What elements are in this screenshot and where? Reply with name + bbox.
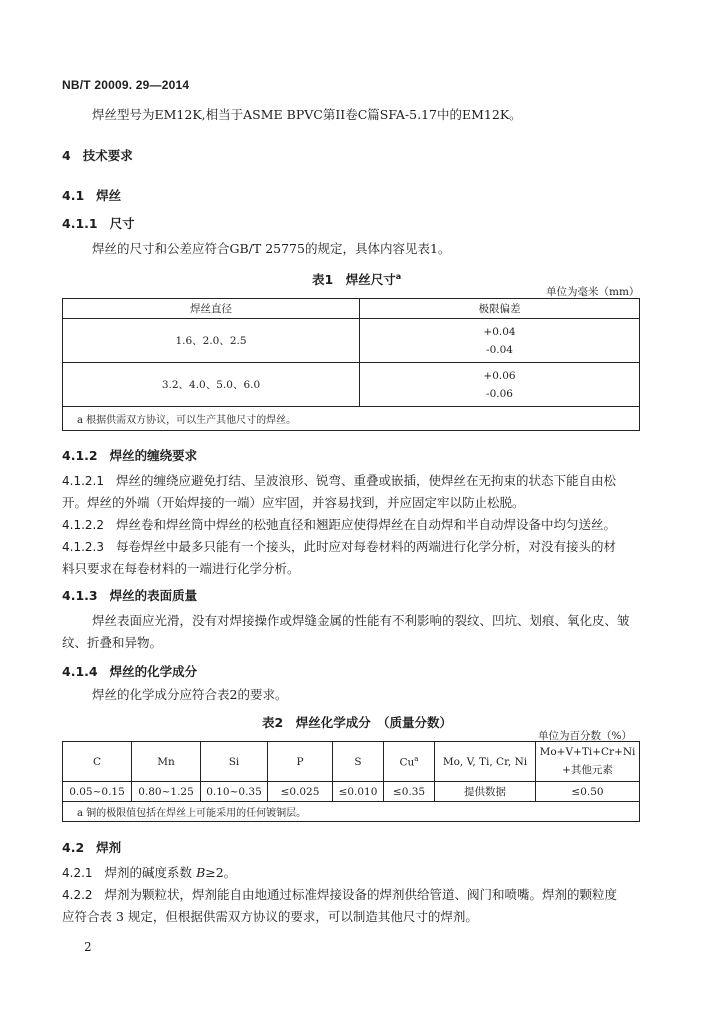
basicity-variable: B — [196, 865, 206, 880]
table1-caption-note: a — [395, 271, 402, 281]
clause-4-2-2 — [62, 884, 617, 906]
table2-header-mn: Mn — [132, 742, 201, 782]
clause-text-line: 焊剂为颗粒状，焊剂能自由地通过标准焊接设备的焊剂供给管道、阀门和喷嘴。焊剂的颗粒度 — [104, 887, 618, 902]
clause-4-2-2-cont: 应符合表 3 规定，但根据供需双方协议的要求，可以制造其他尺寸的焊剂。 — [62, 909, 478, 924]
section-number: 4.1 — [62, 188, 85, 203]
section-4-1-1-heading — [62, 214, 135, 232]
section-number: 4.2 — [62, 840, 85, 855]
section-4-1-2-heading — [62, 446, 197, 464]
table2-value-p: ≤0.025 — [268, 782, 333, 802]
page-number: 2 — [84, 940, 92, 954]
table2-chemical-composition — [62, 741, 640, 822]
clause-number: 4.1.2.2 — [62, 518, 104, 532]
chemistry-paragraph: 焊丝的化学成分应符合表2的要求。 — [92, 687, 288, 702]
table1-caption-text: 表1 焊丝尺寸 — [312, 272, 396, 287]
clause-4-1-2-1-cont: 开。焊丝的外端（开始焊接的一端）应牢固，并容易找到，并应固定牢以防止松脱。 — [62, 495, 525, 510]
section-4-1-3-heading — [62, 586, 197, 604]
table1-unit: 单位为毫米（mm） — [546, 286, 640, 298]
table2-caption: 表2 焊丝化学成分 （质量分数） — [262, 715, 452, 730]
clause-text-line: 每卷焊丝中最多只能有一个接头，此时应对每卷材料的两端进行化学分析，对没有接头的材 — [115, 539, 616, 554]
clause-text-line: 焊丝卷和焊丝筒中焊丝的松弛直径和翘距应使得焊丝在自动焊和半自动焊设备中均匀送丝。 — [115, 517, 616, 532]
clause-text-suffix: ≥2。 — [205, 865, 237, 880]
tolerance-plus: +0.06 — [483, 369, 516, 382]
table2-header-s: S — [333, 742, 384, 782]
table1-caption — [312, 270, 401, 288]
table2-header-cu — [384, 742, 435, 782]
intro-paragraph: 焊丝型号为EM12K,相当于ASME BPVC第II卷C篇SFA-5.17中的EM12K。 — [92, 107, 522, 122]
table2-unit: 单位为百分数（%） — [538, 730, 632, 742]
section-title: 焊丝 — [96, 188, 122, 203]
sum-label-line2: +其他元素 — [562, 764, 613, 776]
surface-quality-line1: 焊丝表面应光滑，没有对焊接操作或焊缝金属的性能有不利影响的裂纹、凹坑、划痕、氧化皮、皱 — [92, 613, 630, 628]
section-4-heading — [62, 146, 133, 164]
clause-text: 焊剂的碱度系数 — [104, 865, 193, 880]
table1-tolerance-cell — [360, 363, 640, 407]
table1-wire-size — [62, 298, 640, 431]
table2-header-c: C — [63, 742, 132, 782]
clause-number: 4.2.2 — [62, 888, 93, 902]
table1-footnote: a 根据供需双方协议，可以生产其他尺寸的焊丝。 — [63, 407, 640, 431]
table2-value-mn: 0.80~1.25 — [132, 782, 201, 802]
table1-diameter-cell: 1.6、2.0、2.5 — [63, 319, 360, 363]
table2-header-p: P — [268, 742, 333, 782]
section-title: 焊丝的表面质量 — [109, 588, 198, 603]
surface-quality-line2: 纹、折叠和异物。 — [62, 635, 163, 650]
table2-value-cu: ≤0.35 — [384, 782, 435, 802]
table-row — [63, 363, 640, 407]
table2-header-sum — [536, 742, 640, 782]
table1-header-diameter: 焊丝直径 — [63, 299, 360, 319]
table2-value-sum: ≤0.50 — [536, 782, 640, 802]
table2-value-c: 0.05~0.15 — [63, 782, 132, 802]
section-number: 4.1.1 — [62, 216, 98, 231]
table2-value-s: ≤0.010 — [333, 782, 384, 802]
section-number: 4.1.4 — [62, 664, 98, 679]
section-title: 尺寸 — [109, 216, 135, 231]
cu-label: Cu — [399, 756, 415, 769]
table2-header-si: Si — [201, 742, 268, 782]
clause-4-1-2-1 — [62, 470, 616, 492]
section-title: 技术要求 — [82, 148, 133, 163]
section-4-1-heading — [62, 186, 121, 204]
clause-4-1-2-2 — [62, 514, 616, 536]
section-number: 4.1.2 — [62, 448, 98, 463]
clause-number: 4.1.2.3 — [62, 540, 104, 554]
table-row — [63, 319, 640, 363]
size-paragraph: 焊丝的尺寸和公差应符合GB/T 25775的规定，具体内容见表1。 — [92, 241, 451, 256]
section-4-2-heading — [62, 838, 121, 856]
table2-value-alloys: 提供数据 — [435, 782, 536, 802]
sum-label-line1: Mo+V+Ti+Cr+Ni — [539, 746, 636, 758]
section-number: 4.1.3 — [62, 588, 98, 603]
clause-4-1-2-3-cont: 料只要求在每卷材料的一端进行化学分析。 — [62, 561, 300, 576]
section-title: 焊丝的缠绕要求 — [109, 448, 198, 463]
clause-number: 4.2.1 — [62, 866, 93, 880]
clause-text-line: 焊丝的缠绕应避免打结、呈波浪形、锐弯、重叠或嵌插，使焊丝在无拘束的状态下能自由松 — [115, 473, 616, 488]
section-number: 4 — [62, 148, 71, 163]
clause-4-2-1 — [62, 862, 236, 884]
table1-tolerance-cell — [360, 319, 640, 363]
tolerance-minus: -0.04 — [486, 343, 513, 356]
section-title: 焊剂 — [96, 840, 122, 855]
section-title: 焊丝的化学成分 — [109, 664, 198, 679]
clause-4-1-2-3 — [62, 536, 616, 558]
section-4-1-4-heading — [62, 662, 197, 680]
table2-footnote: a 铜的极限值包括在焊丝上可能采用的任何镀铜层。 — [63, 802, 640, 822]
tolerance-plus: +0.04 — [483, 325, 516, 338]
cu-note: a — [414, 754, 419, 763]
table1-diameter-cell: 3.2、4.0、5.0、6.0 — [63, 363, 360, 407]
table2-header-alloys: Mo, V, Ti, Cr, Ni — [435, 742, 536, 782]
standard-code-header: NB/T 20009. 29—2014 — [62, 78, 190, 92]
tolerance-minus: -0.06 — [486, 387, 513, 400]
table2-value-si: 0.10~0.35 — [201, 782, 268, 802]
clause-number: 4.1.2.1 — [62, 474, 104, 488]
table1-header-tolerance: 极限偏差 — [360, 299, 640, 319]
table-row — [63, 782, 640, 802]
